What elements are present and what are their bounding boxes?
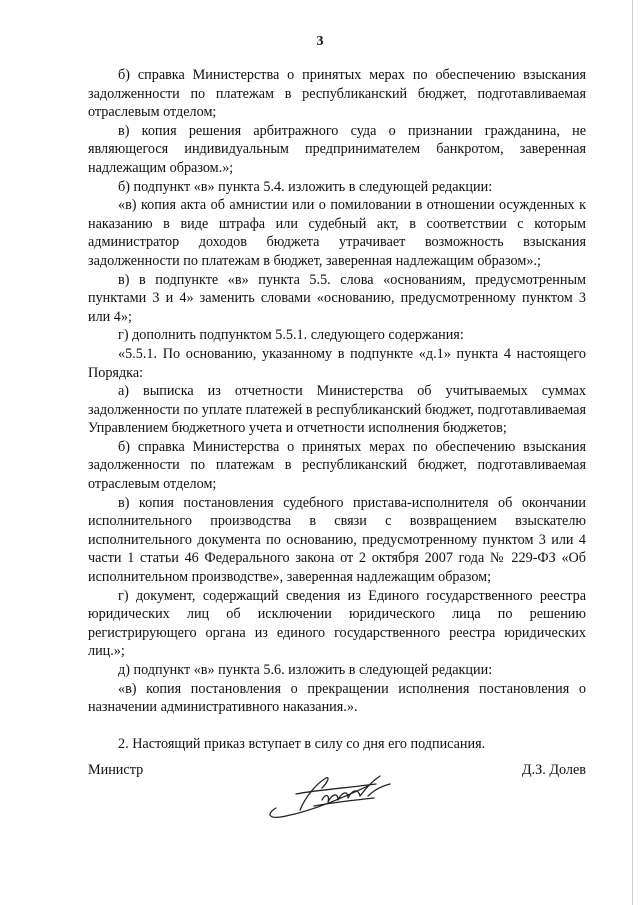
paragraph: б) справка Министерства о принятых мерах по обеспечению взыскания задолженности по платежам в республиканский бюджет, подготавливаемая отраслевым отделом;	[88, 67, 586, 121]
signatory-position: Министр	[88, 762, 144, 778]
signature-block	[88, 762, 586, 822]
paragraph: в) копия решения арбитражного суда о признании гражданина, не являющегося индивидуальным предпринимателем банкротом, заверенная надлежащим образом.»;	[88, 122, 586, 176]
page-number: 3	[316, 34, 324, 49]
paragraph: г) дополнить подпунктом 5.5.1. следующего содержания:	[118, 327, 464, 344]
paragraph: б) справка Министерства о принятых мерах по обеспечению взыскания задолженности по платежам в республиканский бюджет, подготавливаемая отраслевым отделом;	[88, 438, 586, 493]
paragraph: «в) копия акта об амнистии или о помиловании в отношении осужденных к наказанию в виде штрафа или судебный акт, в соответствии с которым администратор доходов бюджета утрачивает возможность взыскания задолженности по платежам в бюджет, заверенная надлежащим образом».;	[88, 197, 586, 269]
paragraph: г) документ, содержащий сведения из Единого государственного реестра юридических лиц об исключении юридического лица по решению регистрирующего органа из единого государственного реестра юридических лиц.»;	[88, 587, 586, 660]
paragraph: «в) копия постановления о прекращении исполнения постановления о назначении административного наказания.».	[88, 680, 586, 716]
paragraph: в) копия постановления судебного пристава-исполнителя об окончании исполнительного производства в связи с возвращением взыскателю исполнительного документа по основанию, предусмотренному пунктом 3 или 4 части 1 статьи 46 Федерального закона от 2 октября 2007 года № 229-ФЗ «Об исполнительном производстве», заверенная надлежащим образом;	[88, 494, 586, 586]
paragraph: «5.5.1. По основанию, указанному в подпункте «д.1» пункта 4 настоящего Порядка:	[88, 345, 586, 381]
page-edge-line	[632, 0, 633, 905]
handwritten-signature	[256, 766, 416, 822]
paragraph: а) выписка из отчетности Министерства об учитываемых суммах задолженности по уплате платежей в республиканский бюджет, подготавливаемая Управлением бюджетного учета и отчетности исполнения бюджетов;	[88, 383, 586, 437]
paragraph: б) подпункт «в» пункта 5.4. изложить в следующей редакции:	[118, 178, 493, 195]
paragraph: д) подпункт «в» пункта 5.6. изложить в следующей редакции:	[118, 662, 493, 678]
paragraph: в) в подпункте «в» пункта 5.5. слова «основаниям, предусмотренным пунктами 3 и 4» заменить словами «основанию, предусмотренному пунктом 3 или 4»;	[88, 271, 586, 325]
document-body	[88, 66, 586, 753]
signatory-name: Д.З. Долев	[521, 762, 586, 778]
order-effective-paragraph: 2. Настоящий приказ вступает в силу со дня его подписания.	[118, 735, 486, 752]
